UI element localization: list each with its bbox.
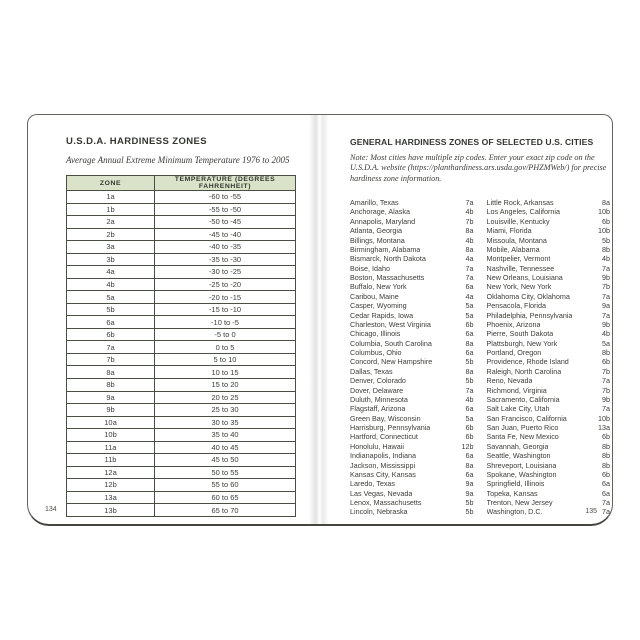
zone-cell: 4b — [67, 278, 155, 291]
city-zone: 8b — [602, 441, 610, 451]
city-zone: 6b — [602, 469, 610, 479]
city-row — [350, 254, 474, 263]
city-zone: 4b — [602, 254, 610, 264]
zone-table-row — [67, 203, 296, 216]
city-row — [487, 367, 611, 376]
city-name: Santa Fe, New Mexico — [486, 432, 559, 442]
zone-cell: 8a — [67, 366, 155, 379]
temperature-cell: 30 to 35 — [155, 416, 296, 429]
city-zone: 6b — [465, 423, 474, 432]
zone-cell: 10b — [67, 429, 155, 442]
city-name: Topeka, Kansas — [486, 488, 538, 498]
city-name: Anchorage, Alaska — [350, 207, 410, 217]
zone-cell: 8b — [67, 378, 155, 391]
city-zone: 6a — [465, 348, 474, 357]
city-zone: 6b — [602, 432, 610, 442]
city-row — [350, 245, 474, 254]
city-row — [487, 479, 611, 488]
city-zone: 8b — [602, 460, 610, 470]
city-zone: 5b — [602, 235, 610, 245]
city-name: San Francisco, California — [486, 413, 567, 423]
city-name: Columbus, Ohio — [350, 348, 402, 357]
left-page-subtitle: Average Annual Extreme Minimum Temperature 1976 to 2005 — [66, 155, 290, 165]
city-name: Mobile, Alabama — [486, 244, 540, 254]
temperature-cell: 60 to 65 — [155, 491, 296, 504]
city-zone: 8a — [465, 244, 474, 254]
city-name: Louisville, Kentucky — [486, 216, 550, 226]
city-name: New Orleans, Louisiana — [486, 273, 563, 282]
city-row — [350, 376, 474, 385]
city-name: Oklahoma City, Oklahoma — [486, 291, 570, 301]
zone-table-row — [67, 491, 296, 504]
city-name: Hartford, Connecticut — [350, 432, 418, 442]
temperature-column-header: TEMPERATURE (DEGREES FAHRENHEIT) — [155, 176, 296, 191]
zone-cell: 10a — [67, 416, 155, 429]
city-zone: 4a — [465, 291, 474, 301]
city-name: Pensacola, Florida — [486, 301, 547, 311]
zone-table-body — [67, 191, 296, 517]
city-row — [487, 451, 611, 460]
city-zone: 7a — [465, 263, 474, 273]
city-name: Duluth, Minnesota — [350, 394, 408, 404]
zone-table-row — [67, 278, 296, 291]
city-name: Charleston, West Virginia — [350, 319, 431, 329]
temperature-cell: -5 to 0 — [155, 328, 296, 341]
city-zone: 8b — [602, 451, 610, 461]
city-name: Harrisburg, Pennsylvania — [350, 423, 431, 432]
city-row — [487, 207, 611, 216]
city-zone: 7a — [465, 273, 474, 282]
city-row — [350, 470, 474, 479]
city-name: Denver, Colorado — [350, 376, 406, 386]
city-row — [487, 498, 611, 507]
zone-table-row — [67, 441, 296, 454]
city-column-2 — [487, 198, 611, 517]
city-row — [350, 357, 474, 366]
city-row — [487, 198, 611, 207]
city-zone: 6a — [602, 488, 610, 498]
city-row — [487, 226, 611, 235]
city-name: Atlanta, Georgia — [350, 226, 402, 236]
zone-table-row — [67, 429, 296, 442]
zone-cell: 3b — [67, 253, 155, 266]
city-row — [487, 432, 611, 441]
zone-cell: 1a — [67, 191, 155, 204]
city-name: Richmond, Virginia — [486, 385, 547, 395]
city-name: Missoula, Montana — [486, 235, 547, 245]
zone-cell: 1b — [67, 203, 155, 216]
city-name: Jackson, Mississippi — [350, 460, 416, 470]
city-name: Columbia, South Carolina — [350, 338, 432, 348]
zone-table-row — [67, 454, 296, 467]
city-row — [350, 311, 474, 320]
city-zone: 7b — [602, 282, 610, 292]
city-row — [350, 489, 474, 498]
city-name: Green Bay, Wisconsin — [350, 413, 421, 423]
city-name: Bismarck, North Dakota — [350, 254, 426, 264]
city-row — [350, 423, 474, 432]
zone-cell: 11a — [67, 441, 155, 454]
temperature-cell: -15 to -10 — [155, 303, 296, 316]
zone-cell: 9a — [67, 391, 155, 404]
temperature-cell: 10 to 15 — [155, 366, 296, 379]
temperature-cell: 20 to 25 — [155, 391, 296, 404]
city-zone: 5b — [465, 498, 474, 507]
city-zone: 8a — [602, 198, 610, 207]
city-row — [350, 329, 474, 338]
temperature-cell: 25 to 30 — [155, 404, 296, 417]
temperature-cell: -55 to -50 — [155, 203, 296, 216]
temperature-cell: -50 to -45 — [155, 216, 296, 229]
right-page-note: Note: Most cities have multiple zip codes. Enter your exact zip code on the U.S.D.A. website (https://planthardiness.ars.usda.gov/PHZMWeb/) for precise hardiness zone information. — [350, 153, 607, 183]
city-name: Boston, Massachusetts — [350, 273, 425, 282]
city-zone: 5a — [465, 413, 474, 423]
city-zone: 4b — [602, 329, 610, 339]
city-name: Birmingham, Alabama — [350, 244, 421, 254]
zone-cell: 12a — [67, 466, 155, 479]
city-row — [487, 320, 611, 329]
zone-table-row — [67, 228, 296, 241]
city-zone: 5b — [465, 357, 474, 367]
city-name: Caribou, Maine — [350, 291, 399, 301]
city-name: Annapolis, Maryland — [350, 216, 416, 226]
city-row — [350, 339, 474, 348]
city-row — [350, 432, 474, 441]
city-row — [350, 217, 474, 226]
city-zone: 7a — [602, 310, 610, 320]
city-name: Flagstaff, Arizona — [350, 404, 406, 414]
city-row — [350, 395, 474, 404]
zone-cell: 3a — [67, 241, 155, 254]
zone-table-row — [67, 328, 296, 341]
city-name: Dover, Delaware — [350, 385, 404, 395]
temperature-cell: 45 to 50 — [155, 454, 296, 467]
city-zone: 7b — [602, 385, 610, 395]
city-zone: 7a — [465, 198, 474, 207]
city-name: Lincoln, Nebraska — [350, 507, 408, 517]
city-zone: 6a — [465, 329, 474, 339]
city-zone: 6b — [465, 319, 474, 329]
zone-table-row — [67, 241, 296, 254]
city-name: Plattsburgh, New York — [486, 338, 558, 348]
city-zone: 8b — [602, 244, 610, 254]
zone-table-row — [67, 291, 296, 304]
city-name: Spokane, Washington — [486, 469, 557, 479]
city-zone: 6a — [602, 479, 610, 489]
zone-table-row — [67, 416, 296, 429]
zone-cell: 13b — [67, 504, 155, 517]
city-row — [350, 414, 474, 423]
city-row — [350, 264, 474, 273]
city-row — [350, 367, 474, 376]
temperature-cell: -35 to -30 — [155, 253, 296, 266]
zone-cell: 2a — [67, 216, 155, 229]
temperature-cell: 50 to 55 — [155, 466, 296, 479]
zone-cell: 4a — [67, 266, 155, 279]
city-zone: 10b — [598, 226, 610, 236]
temperature-cell: -40 to -35 — [155, 241, 296, 254]
temperature-cell: 40 to 45 — [155, 441, 296, 454]
city-zone: 6b — [602, 357, 610, 367]
city-zone: 4a — [465, 254, 474, 264]
city-zone: 8a — [465, 366, 474, 376]
city-zone: 6b — [602, 216, 610, 226]
city-name: Montpelier, Vermont — [486, 254, 551, 264]
city-row — [350, 226, 474, 235]
city-zone: 9b — [602, 319, 610, 329]
city-zone: 5a — [465, 301, 474, 311]
city-name: Nashville, Tennessee — [486, 263, 555, 273]
city-name: Savannah, Georgia — [486, 441, 549, 451]
city-row — [350, 282, 474, 291]
city-row — [487, 442, 611, 451]
zone-table-row — [67, 504, 296, 517]
city-zone: 5b — [465, 507, 474, 517]
city-zone: 13a — [598, 423, 610, 432]
city-row — [350, 301, 474, 310]
city-row — [487, 404, 611, 413]
book-spine — [309, 115, 329, 524]
city-row — [350, 404, 474, 413]
city-zone: 5a — [602, 338, 610, 348]
city-zone: 7b — [602, 366, 610, 376]
city-name: Cedar Rapids, Iowa — [350, 310, 414, 320]
zone-table-row — [67, 404, 296, 417]
city-name: Concord, New Hampshire — [350, 357, 433, 367]
city-zone: 4b — [465, 207, 474, 217]
city-zone: 9a — [602, 301, 610, 311]
zone-table-row — [67, 378, 296, 391]
temperature-cell: 5 to 10 — [155, 353, 296, 366]
city-row — [487, 273, 611, 282]
city-zone: 7a — [602, 507, 610, 517]
city-zone: 6b — [465, 432, 474, 442]
city-row — [487, 414, 611, 423]
zone-cell: 5b — [67, 303, 155, 316]
zone-cell: 7b — [67, 353, 155, 366]
city-zone: 8a — [465, 226, 474, 236]
city-name: Pierre, South Dakota — [486, 329, 554, 339]
city-row — [487, 292, 611, 301]
city-zone: 7a — [602, 376, 610, 386]
city-zone: 7b — [465, 216, 474, 226]
zone-cell: 2b — [67, 228, 155, 241]
city-name: Raleigh, North Carolina — [486, 366, 562, 376]
city-name: New York, New York — [486, 282, 552, 292]
city-name: Lenox, Massachusetts — [350, 498, 422, 507]
city-row — [350, 207, 474, 216]
city-row — [487, 282, 611, 291]
zone-table-row — [67, 366, 296, 379]
city-zone: 8a — [465, 338, 474, 348]
book-spread — [27, 114, 613, 526]
city-name: Seattle, Washington — [486, 451, 551, 461]
city-row — [487, 395, 611, 404]
zone-table-row — [67, 479, 296, 492]
city-row — [487, 357, 611, 366]
zone-cell: 13a — [67, 491, 155, 504]
city-zone: 7a — [602, 263, 610, 273]
city-zone: 9b — [602, 273, 610, 282]
city-name: Honolulu, Hawaii — [350, 441, 404, 451]
city-name: Laredo, Texas — [350, 479, 396, 489]
city-row — [350, 507, 474, 516]
city-zone: 6a — [465, 404, 474, 414]
zone-table-row — [67, 266, 296, 279]
city-row — [350, 479, 474, 488]
city-row — [350, 292, 474, 301]
city-name: Dallas, Texas — [350, 366, 393, 376]
city-row — [350, 451, 474, 460]
zone-table-row — [67, 216, 296, 229]
city-name: Las Vegas, Nevada — [350, 488, 413, 498]
city-row — [350, 198, 474, 207]
zone-table-row — [67, 353, 296, 366]
city-row — [487, 376, 611, 385]
city-zone: 7a — [602, 498, 610, 507]
city-row — [350, 348, 474, 357]
city-zone: 4b — [465, 394, 474, 404]
temperature-cell: 0 to 5 — [155, 341, 296, 354]
zone-cell: 6a — [67, 316, 155, 329]
city-zone: 4b — [465, 235, 474, 245]
city-row — [350, 273, 474, 282]
hardiness-zone-table — [66, 175, 296, 517]
city-zone: 6a — [465, 282, 474, 292]
city-name: Kansas City, Kansas — [350, 469, 416, 479]
zone-cell: 12b — [67, 479, 155, 492]
city-zone: 6a — [465, 451, 474, 461]
city-name: Sacramento, California — [486, 394, 560, 404]
city-row — [487, 489, 611, 498]
city-name: Washington, D.C. — [486, 507, 543, 517]
city-zone: 7a — [465, 385, 474, 395]
city-name: Phoenix, Arizona — [486, 319, 541, 329]
city-column-1 — [350, 198, 474, 517]
city-row — [350, 498, 474, 507]
city-zone: 12b — [461, 441, 474, 451]
city-row — [487, 254, 611, 263]
city-row — [487, 301, 611, 310]
city-row — [350, 320, 474, 329]
zone-table-row — [67, 253, 296, 266]
zone-table-row — [67, 303, 296, 316]
city-zone: 8a — [465, 460, 474, 470]
city-row — [350, 236, 474, 245]
zone-table-row — [67, 191, 296, 204]
city-name: Boise, Idaho — [350, 263, 390, 273]
zone-cell: 6b — [67, 328, 155, 341]
city-row — [350, 442, 474, 451]
city-name: Chicago, Illinois — [350, 329, 401, 339]
city-zone: 9b — [602, 394, 610, 404]
city-row — [487, 386, 611, 395]
temperature-cell: -60 to -55 — [155, 191, 296, 204]
city-name: Indianapolis, Indiana — [350, 451, 416, 461]
zone-cell: 5a — [67, 291, 155, 304]
zone-cell: 11b — [67, 454, 155, 467]
city-row — [350, 461, 474, 470]
city-zone: 5a — [465, 310, 474, 320]
city-row — [487, 264, 611, 273]
right-page-number: 135 — [585, 508, 597, 515]
zone-column-header: ZONE — [67, 176, 155, 191]
zone-table-row — [67, 466, 296, 479]
city-zone: 10b — [598, 413, 610, 423]
city-row — [487, 470, 611, 479]
temperature-cell: -20 to -15 — [155, 291, 296, 304]
zone-table-row — [67, 391, 296, 404]
city-name: Buffalo, New York — [350, 282, 407, 292]
city-zone: 9a — [465, 479, 474, 489]
city-name: Miami, Florida — [486, 226, 532, 236]
city-row — [487, 423, 611, 432]
city-row — [487, 236, 611, 245]
temperature-cell: 55 to 60 — [155, 479, 296, 492]
zone-table-row — [67, 341, 296, 354]
temperature-cell: -30 to -25 — [155, 266, 296, 279]
city-zone: 10b — [598, 207, 610, 217]
city-list — [350, 198, 610, 517]
city-zone: 6a — [465, 469, 474, 479]
city-name: San Juan, Puerto Rico — [486, 423, 559, 432]
left-page-title: U.S.D.A. HARDINESS ZONES — [66, 136, 208, 147]
temperature-cell: 35 to 40 — [155, 429, 296, 442]
city-name: Shreveport, Louisiana — [486, 460, 557, 470]
city-row — [487, 461, 611, 470]
city-name: Amarillo, Texas — [350, 198, 399, 207]
zone-cell: 9b — [67, 404, 155, 417]
city-row — [487, 339, 611, 348]
city-zone: 7a — [602, 404, 610, 414]
zone-cell: 7a — [67, 341, 155, 354]
right-page-title: GENERAL HARDINESS ZONES OF SELECTED U.S. CITIES — [350, 137, 594, 147]
city-zone: 5b — [465, 376, 474, 386]
city-name: Los Angeles, California — [486, 207, 561, 217]
city-zone: 9a — [465, 488, 474, 498]
city-name: Portland, Oregon — [486, 348, 542, 357]
city-row — [487, 311, 611, 320]
city-name: Little Rock, Arkansas — [486, 198, 554, 207]
zone-table-row — [67, 316, 296, 329]
city-name: Billings, Montana — [350, 235, 405, 245]
city-zone: 8b — [602, 348, 610, 357]
temperature-cell: -45 to -40 — [155, 228, 296, 241]
city-name: Salt Lake City, Utah — [486, 404, 550, 414]
city-row — [350, 386, 474, 395]
temperature-cell: 15 to 20 — [155, 378, 296, 391]
temperature-cell: -25 to -20 — [155, 278, 296, 291]
city-name: Providence, Rhode Island — [486, 357, 569, 367]
temperature-cell: -10 to -5 — [155, 316, 296, 329]
city-name: Philadelphia, Pennsylvania — [486, 310, 573, 320]
city-row — [487, 348, 611, 357]
city-name: Trenton, New Jersey — [486, 498, 553, 507]
city-row — [487, 329, 611, 338]
city-name: Casper, Wyoming — [350, 301, 407, 311]
left-page-number: 134 — [45, 506, 57, 513]
city-name: Springfield, Illinois — [486, 479, 545, 489]
temperature-cell: 65 to 70 — [155, 504, 296, 517]
city-name: Reno, Nevada — [486, 376, 533, 386]
city-row — [487, 245, 611, 254]
city-zone: 7a — [602, 291, 610, 301]
zone-table-header-row — [67, 176, 296, 191]
city-row — [487, 217, 611, 226]
